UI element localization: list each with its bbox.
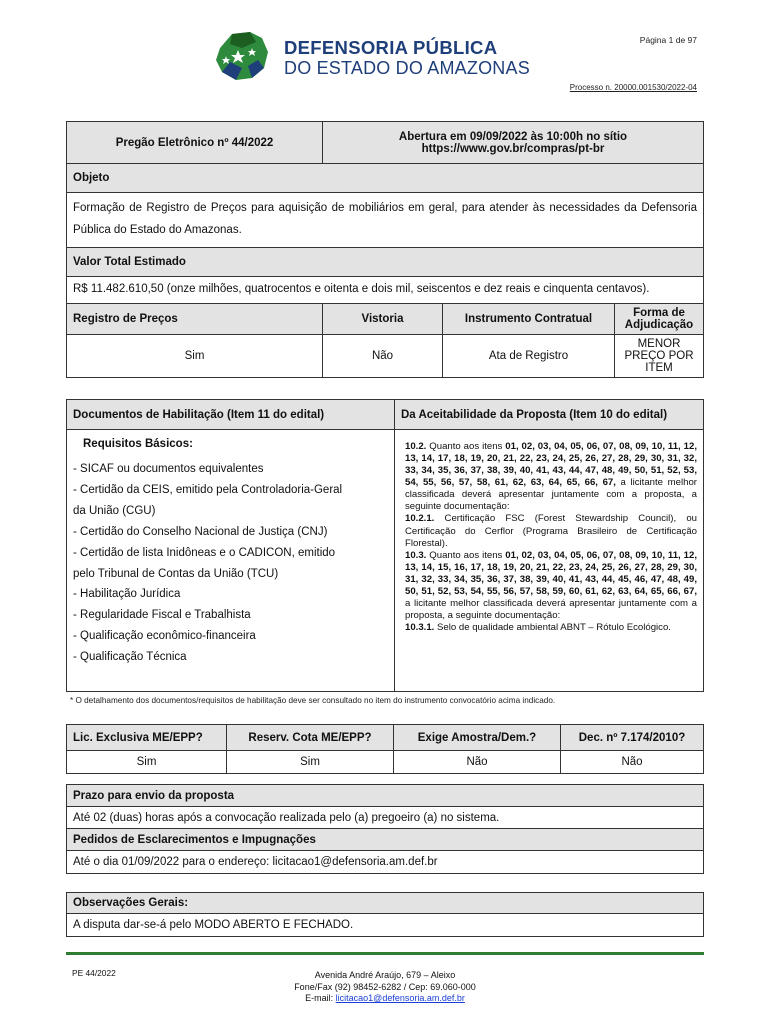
pedidos-label: Pedidos de Esclarecimentos e Impugnações [67,829,704,851]
page-number: Página 1 de 97 [639,35,697,45]
list-item: - Regularidade Fiscal e Trabalhista [73,609,251,622]
val-reserv-cota: Sim [227,751,394,774]
list-item: - Certidão do Conselho Nacional de Justiça (CNJ) [73,525,328,538]
footer-address: Avenida André Araújo, 679 – Aleixo [314,970,456,980]
val-decreto: Não [561,751,704,774]
document-code: PE 44/2022 [72,968,116,978]
clause-10-3-1: 10.3.1. Selo de qualidade ambiental ABNT – Rótulo Ecológico. [405,622,671,634]
org-name-line2: DO ESTADO DO AMAZONAS [284,58,530,78]
document-header [0,0,770,100]
pedidos-text: Até o dia 01/09/2022 para o endereço: licitacao1@defensoria.am.def.br [67,851,704,874]
clause-10-2-1: 10.2.1. Certificação FSC (Forest Stewardship Council), ou Certificação do Cerflor (Programa Brasileiro de Certificação Florestal). [405,513,697,549]
col-forma: Forma de Adjudicação [615,304,704,335]
prazo-text: Até 02 (duas) horas após a convocação realizada pelo (a) pregoeiro (a) no sistema. [67,807,704,829]
pregao-title: Pregão Eletrônico nº 44/2022 [67,122,323,164]
col-instrumento: Instrumento Contratual [443,304,615,335]
requisitos-subtitle: Requisitos Básicos: [83,438,193,450]
footer-email-label: E-mail: [305,993,334,1004]
val-lic-exclusiva: Sim [67,751,227,774]
list-item: pelo Tribunal de Contas da União (TCU) [73,567,279,580]
observacoes-label: Observações Gerais: [67,893,704,914]
clause-10-2: 10.2. Quanto aos itens 01, 02, 03, 04, 05, 06, 07, 08, 09, 10, 11, 12, 13, 14, 17, 18, 19, 20, 21, 22, 23, 24, 25, 26, 27, 28, 29, 30, 31, 32, 33, 34, 35, 36, 37, 38, 39, 40, 41, 43, 44, 47, 48, 49, 50, 51, 52, 53, 54, 55, 56, 57, 58, 61, 62, 63, 64, 65, 66, 67, a licitante melhor classificada deverá apresentar juntamente com a proposta, a seguinte documentação: [405,441,697,513]
footer [0,970,770,1005]
aceitabilidade-title: Da Aceitabilidade da Proposta (Item 10 do edital) [395,400,704,430]
val-instrumento: Ata de Registro [443,335,615,378]
footer-email-line [0,993,770,1005]
list-item: - Certidão da CEIS, emitido pela Controladoria-Geral [73,483,343,496]
col-decreto: Dec. nº 7.174/2010? [561,725,704,751]
val-registro: Sim [67,335,323,378]
abertura-cell [323,122,704,164]
val-vistoria: Não [323,335,443,378]
observacoes-text: A disputa dar-se-á pelo MODO ABERTO E FECHADO. [67,914,704,937]
footer-divider [66,952,704,955]
list-item: da União (CGU) [73,504,156,517]
objeto-label: Objeto [67,164,704,193]
list-item: - Certidão de lista Inidôneas e o CADICON, emitido [73,546,336,559]
val-forma: MENOR PREÇO POR ITEM [615,335,704,378]
process-number: Processo n. 20000.001530/2022-04 [569,83,697,92]
valor-text: R$ 11.482.610,50 (onze milhões, quatrocentos e oitenta e dois mil, seiscentos e dez reais e cinquenta centavos). [67,276,704,304]
val-exige-amostra: Não [394,751,561,774]
list-item: - Habilitação Jurídica [73,588,181,601]
flags-table [66,724,704,774]
prazo-label: Prazo para envio da proposta [67,785,704,807]
amazonas-map-logo-icon [212,28,272,84]
habilitacao-title: Documentos de Habilitação (Item 11 do edital) [67,400,395,430]
org-name-line1: DEFENSORIA PÚBLICA [284,37,498,58]
footnote: * O detalhamento dos documentos/requisitos de habilitação deve ser consultado no item do instrumento convocatório acima indicado. [70,696,556,705]
col-lic-exclusiva: Lic. Exclusiva ME/EPP? [67,725,227,751]
summary-table [66,121,704,378]
footer-phone: Fone/Fax (92) 98452-6282 / Cep: 69.060-000 [294,981,476,992]
deadline-table [66,784,704,874]
valor-label: Valor Total Estimado [67,247,704,276]
col-registro: Registro de Preços [67,304,323,335]
observations-table [66,892,704,937]
abertura-line2: https://www.gov.br/compras/pt-br [421,142,605,155]
col-reserv-cota: Reserv. Cota ME/EPP? [227,725,394,751]
aceitabilidade-text [395,430,704,692]
clause-10-3: 10.3. Quanto aos itens 01, 02, 03, 04, 05, 06, 07, 08, 09, 10, 11, 12, 13, 14, 15, 16, 17, 18, 19, 20, 21, 22, 23, 24, 25, 26, 27, 28, 29, 30, 31, 32, 33, 34, 35, 36, 37, 38, 39, 40, 41, 43, 44, 45, 46, 47, 48, 49, 50, 51, 52, 53, 54, 55, 56, 57, 58, 59, 60, 61, 62, 63, 64, 65, 66, 67, a licitante melhor classificada deverá apresentar juntamente com a proposta, a seguinte documentação: [405,549,697,622]
habilitacao-list [67,430,395,692]
col-vistoria: Vistoria [323,304,443,335]
list-item: - SICAF ou documentos equivalentes [73,462,264,475]
abertura-line1: Abertura em 09/09/2022 às 10:00h no sítio [398,130,628,143]
objeto-text: Formação de Registro de Preços para aquisição de mobiliários em geral, para atender às necessidades da Defensoria Pública do Estado do Amazonas. [67,193,704,248]
list-item: - Qualificação econômico-financeira [73,630,256,643]
footer-email-link[interactable]: licitacao1@defensoria.am.def.br [335,993,465,1004]
list-item: - Qualificação Técnica [73,651,187,664]
requirements-table [66,399,704,692]
col-exige-amostra: Exige Amostra/Dem.? [394,725,561,751]
